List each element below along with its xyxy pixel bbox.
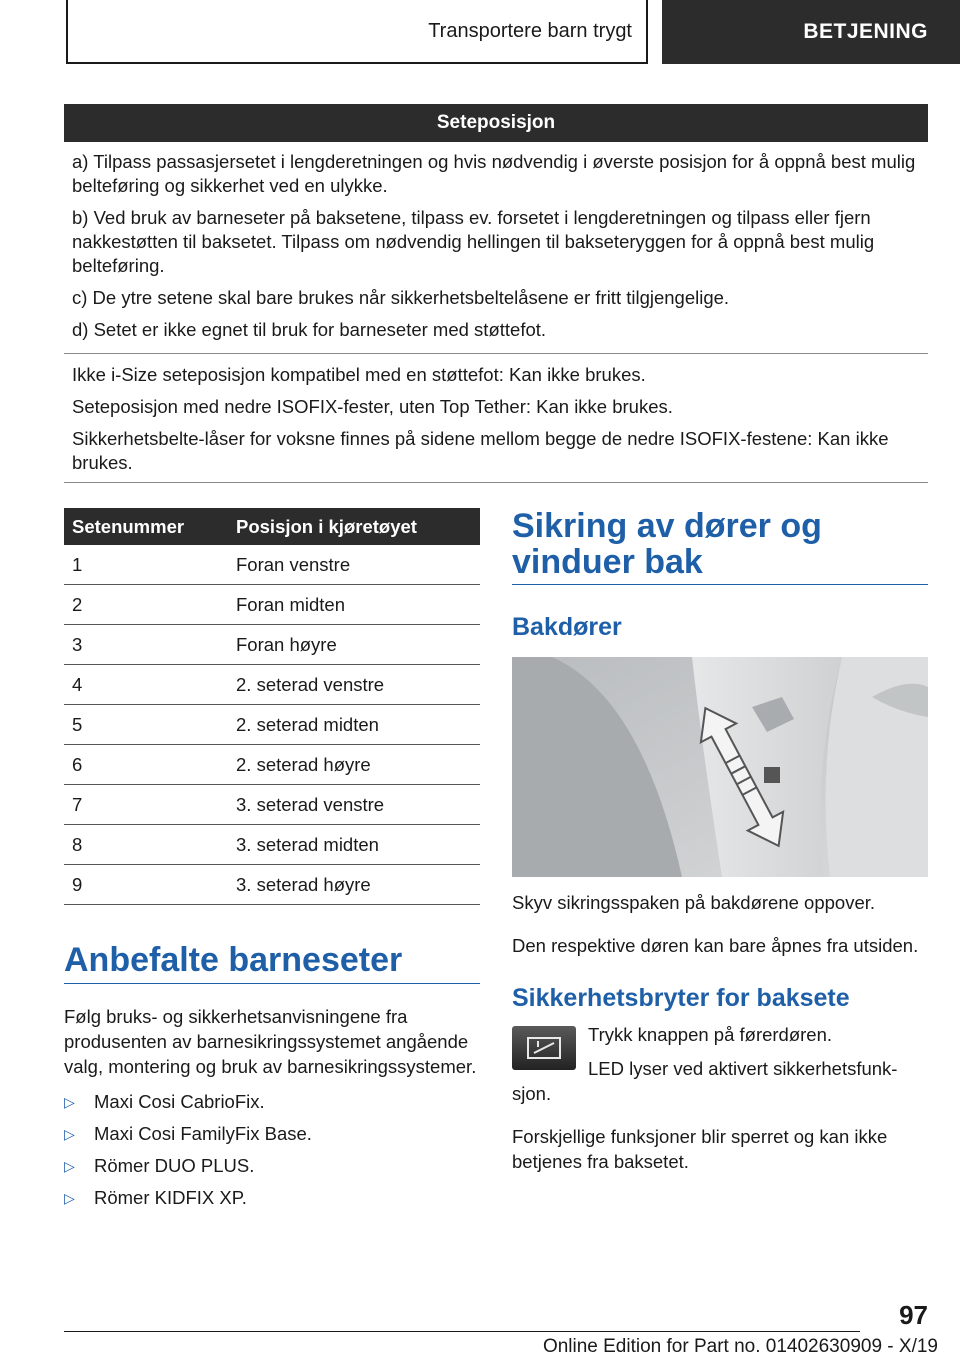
table-header-row bbox=[64, 508, 480, 545]
seat-position-cell: 3. seterad venstre bbox=[228, 785, 480, 825]
seat-position-cell: Foran midten bbox=[228, 585, 480, 625]
note-3: Sikkerhetsbelte-låser for voksne finnes på sidene mellom begge de nedre ISOFIX-festene: Kan ikke brukes. bbox=[72, 428, 889, 473]
page-number: 97 bbox=[899, 1300, 928, 1330]
running-header-section bbox=[66, 0, 648, 64]
seat-position-cell: 2. seterad midten bbox=[228, 705, 480, 745]
seat-number-cell: 1 bbox=[64, 545, 228, 585]
seat-number-cell: 8 bbox=[64, 825, 228, 865]
header-position: Posisjon i kjøretøyet bbox=[228, 508, 480, 545]
child-lock-switch-subheading: Sikkerhetsbryter for baksete bbox=[512, 984, 850, 1012]
edition-footer: Online Edition for Part no. 01402630909 - X/19 bbox=[542, 1336, 938, 1357]
triangle-bullet-icon: ▷ bbox=[64, 1125, 75, 1142]
table-row bbox=[64, 745, 480, 785]
list-item bbox=[64, 1086, 312, 1118]
seat-number-cell: 2 bbox=[64, 585, 228, 625]
seat-position-notes bbox=[64, 363, 928, 483]
rear-door-text-2: Den respektive døren kan bare åpnes fra utsiden. bbox=[512, 935, 919, 956]
header-seat-number: Setenummer bbox=[64, 508, 228, 545]
seat-position-cell: 3. seterad høyre bbox=[228, 865, 480, 905]
list-item bbox=[64, 1182, 312, 1214]
child-lock-text-2b: sjon. bbox=[512, 1083, 552, 1104]
instruction-c: c) De ytre setene skal bare brukes når sikkerhetsbeltelåsene er fritt tilgjengelige. bbox=[72, 287, 730, 308]
child-lock-text-2a: LED lyser ved aktivert sikkerhetsfunk- bbox=[588, 1058, 898, 1079]
list-item-label: Römer DUO PLUS. bbox=[94, 1155, 255, 1176]
instruction-d: d) Setet er ikke egnet til bruk for barneseter med støttefot. bbox=[72, 319, 547, 340]
divider bbox=[64, 353, 928, 354]
table-row bbox=[64, 665, 480, 705]
table-row bbox=[64, 785, 480, 825]
table-row bbox=[64, 625, 480, 665]
seat-position-cell: 3. seterad midten bbox=[228, 825, 480, 865]
divider bbox=[64, 482, 928, 483]
triangle-bullet-icon: ▷ bbox=[64, 1189, 75, 1206]
heading-rule bbox=[64, 983, 480, 984]
seat-number-cell: 7 bbox=[64, 785, 228, 825]
table-row bbox=[64, 825, 480, 865]
list-item-label: Maxi Cosi FamilyFix Base. bbox=[94, 1123, 312, 1144]
seat-position-title: Seteposisjon bbox=[64, 104, 928, 142]
list-item bbox=[64, 1118, 312, 1150]
child-lock-text-3: Forskjellige funksjoner blir sperret og kan ikke betjenes fra baksetet. bbox=[512, 1126, 888, 1172]
seat-number-cell: 5 bbox=[64, 705, 228, 745]
seat-position-cell: 2. seterad venstre bbox=[228, 665, 480, 705]
child-lock-text-1: Trykk knappen på førerdøren. bbox=[588, 1024, 833, 1045]
recommended-list bbox=[64, 1086, 312, 1214]
table-row bbox=[64, 705, 480, 745]
running-header-chapter bbox=[662, 0, 960, 64]
chapter-title: BETJENING bbox=[803, 20, 928, 43]
seat-number-cell: 4 bbox=[64, 665, 228, 705]
door-safety-heading: Sikring av dører og vinduer bak bbox=[512, 507, 822, 581]
seat-number-cell: 3 bbox=[64, 625, 228, 665]
note-1: Ikke i-Size seteposisjon kompatibel med en støttefot: Kan ikke brukes. bbox=[72, 364, 646, 385]
note-2: Seteposisjon med nedre ISOFIX-fester, uten Top Tether: Kan ikke brukes. bbox=[72, 396, 673, 417]
triangle-bullet-icon: ▷ bbox=[64, 1157, 75, 1174]
heading-rule bbox=[512, 584, 928, 585]
footer-rule bbox=[64, 1331, 860, 1332]
rear-door-lock-image bbox=[512, 657, 928, 877]
child-lock-button-icon bbox=[512, 1026, 576, 1070]
seat-number-cell: 9 bbox=[64, 865, 228, 905]
recommended-seats-heading: Anbefalte barneseter bbox=[64, 941, 403, 979]
section-title: Transportere barn trygt bbox=[428, 19, 632, 42]
table-row bbox=[64, 545, 480, 585]
recommended-intro: Følg bruks- og sikkerhetsanvisningene fra produsenten av barnesikringssystemet angående valg, montering og bruk av barnesikringssystemer. bbox=[64, 1006, 477, 1077]
list-item-label: Römer KIDFIX XP. bbox=[94, 1187, 247, 1208]
seat-position-instructions bbox=[64, 150, 928, 350]
rear-door-text-1: Skyv sikringsspaken på bakdørene oppover. bbox=[512, 892, 876, 913]
list-item-label: Maxi Cosi CabrioFix. bbox=[94, 1091, 265, 1112]
seat-number-table bbox=[64, 508, 480, 905]
instruction-a: a) Tilpass passasjersetet i lengderetningen og hvis nødvendig i øverste posisjon for å oppnå best mulig belteføring og sikkerhet ved en ulykke. bbox=[72, 151, 916, 196]
triangle-bullet-icon: ▷ bbox=[64, 1093, 75, 1110]
table-row bbox=[64, 585, 480, 625]
seat-position-cell: Foran venstre bbox=[228, 545, 480, 585]
list-item bbox=[64, 1150, 312, 1182]
seat-position-cell: Foran høyre bbox=[228, 625, 480, 665]
seat-number-cell: 6 bbox=[64, 745, 228, 785]
table-row bbox=[64, 865, 480, 905]
rear-doors-subheading: Bakdører bbox=[512, 613, 622, 641]
seat-position-cell: 2. seterad høyre bbox=[228, 745, 480, 785]
instruction-b: b) Ved bruk av barneseter på baksetene, tilpass ev. forsetet i lengderetningen og tilpass eller fjern nakkestøtten til baksetet. Tilpass om nødvendig hellingen til bakseteryggen for å oppnå best mulig belteføring. bbox=[72, 207, 875, 276]
